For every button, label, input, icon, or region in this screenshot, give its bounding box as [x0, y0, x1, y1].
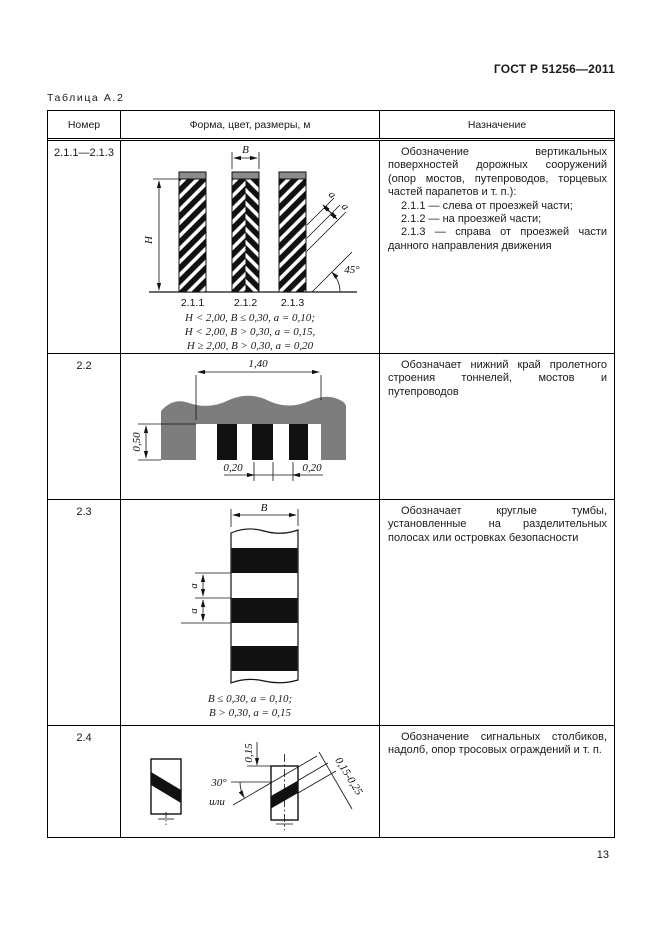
dim-140-label: 1,40: [248, 358, 268, 370]
post-label-2-1-2: 2.1.2: [233, 297, 258, 309]
dim-a-band-label-2: a: [188, 608, 200, 614]
angle-45: [312, 252, 360, 292]
figure-formulas: [121, 692, 379, 720]
stripe-width-label-2: a: [338, 200, 352, 214]
post-label-2-1-3: 2.1.3: [280, 297, 305, 309]
angle-45-label: 45°: [344, 264, 360, 276]
dim-015: [243, 742, 279, 766]
purpose-cell: [379, 500, 614, 725]
purpose-paragraph: 2.1.3 — справа от проезжей части данного направления движения: [388, 226, 607, 252]
table-row: [48, 141, 614, 353]
purpose-paragraph: Обозначает круглые тумбы, установленные на разделительных полосах или островках безопасности: [388, 505, 607, 544]
signal-post-right: [271, 754, 298, 830]
formula-line: B > 0,30, a = 0,15: [208, 707, 292, 719]
purpose-cell: [379, 354, 614, 499]
dim-a: [307, 189, 352, 251]
dim-H: [143, 179, 179, 290]
purpose-paragraph: Обозначение сигнальных столбиков, надолб, опор тросовых ограждений и т. п.: [388, 731, 607, 757]
purpose-paragraph: 2.1.1 — слева от проезжей части;: [401, 199, 573, 212]
or-label: или: [209, 796, 225, 808]
dim-a-bands: [181, 573, 231, 623]
dim-015-025-label: 0,15-0,25: [332, 755, 365, 798]
figure-vertical-surfaces: [120, 141, 379, 353]
formula-line: B ≤ 0,30, a = 0,10;: [207, 693, 293, 705]
figure-signal-posts: [120, 726, 379, 837]
black-stripe: [217, 424, 237, 460]
formula-line: H < 2,00, B > 0,30, a = 0,15,: [184, 326, 316, 338]
dim-015-label: 0,15: [243, 743, 255, 763]
dim-015-025: [298, 752, 365, 809]
dim-020-right-label: 0,20: [302, 462, 322, 474]
row-number: 2.1.1—2.1.3: [54, 147, 114, 159]
dim-020: [223, 462, 323, 481]
dim-a-band-label-1: a: [188, 583, 200, 589]
dim-B2-label: B: [260, 502, 268, 514]
bridge-soffit-drawing: [121, 354, 380, 499]
black-stripe: [252, 424, 273, 460]
header-cell-shape: Форма, цвет, размеры, м: [120, 111, 379, 138]
figure-bollard: [120, 500, 379, 725]
header-cell-number: Номер: [67, 118, 101, 131]
dim-050-label: 0,50: [131, 432, 143, 452]
formula-line: H < 2,00, B ≤ 0,30, a = 0,10;: [185, 312, 315, 324]
post-label-2-1-1: 2.1.1: [180, 297, 205, 309]
black-stripe: [289, 424, 308, 460]
table-header-row: [48, 111, 614, 141]
figure-formulas: [121, 311, 379, 353]
post-2-1-2: [232, 172, 259, 292]
header-cell-purpose: Назначение: [379, 111, 614, 138]
signal-posts-drawing: [121, 726, 380, 837]
table-row: [48, 353, 614, 499]
purpose-cell: [379, 141, 614, 353]
purpose-paragraph: Обозначает нижний край пролетного строения тоннелей, мостов и путепроводов: [388, 359, 607, 398]
black-band: [232, 548, 298, 573]
table-row: [48, 725, 614, 837]
dim-B-label: B: [242, 144, 249, 156]
dim-H-label: H: [143, 236, 155, 244]
vertical-posts-drawing: [121, 141, 380, 311]
bollard-drawing: [121, 500, 380, 692]
row-number: 2.2: [76, 360, 92, 372]
black-band: [232, 598, 298, 623]
page-number: 13: [596, 849, 609, 861]
table-row: [48, 499, 614, 725]
signal-post-left: [151, 759, 181, 825]
purpose-paragraph: 2.1.2 — на проезжей части;: [401, 213, 542, 226]
dim-B2: [231, 502, 298, 527]
post-2-1-1: [179, 172, 206, 292]
figure-bridge-soffit: [120, 354, 379, 499]
purpose-paragraph: Обозначение вертикальных поверхностей дорожных сооружений (опор мостов, путепроводов, торцевых частей парапетов и т. п.):: [388, 146, 607, 199]
formula-line: H ≥ 2,00, B > 0,30, a = 0,20: [186, 340, 314, 352]
purpose-cell: [379, 726, 614, 837]
black-band: [232, 646, 298, 671]
standard-reference: ГОСТ Р 51256—2011: [493, 62, 615, 76]
row-number: 2.4: [76, 732, 92, 744]
angle-30-label: 30°: [211, 777, 227, 789]
row-number: 2.3: [76, 506, 92, 518]
post-2-1-3: [279, 172, 306, 292]
angle-30: [210, 756, 317, 805]
dim-020-left-label: 0,20: [223, 462, 243, 474]
table-caption: Таблица А.2: [47, 92, 125, 104]
marking-table: [47, 110, 615, 838]
stripe-width-label-1: a: [325, 188, 339, 202]
dim-B: [232, 144, 259, 169]
